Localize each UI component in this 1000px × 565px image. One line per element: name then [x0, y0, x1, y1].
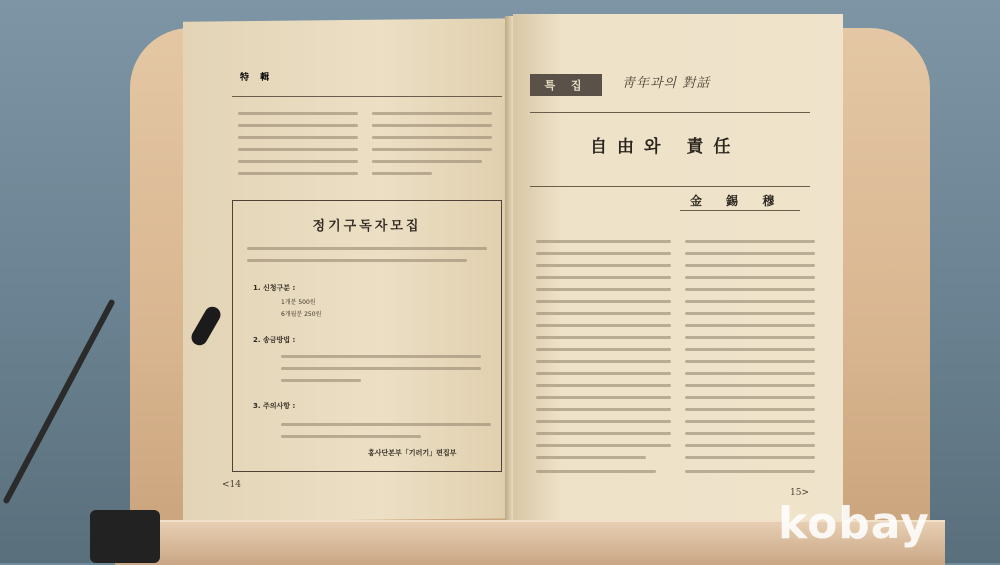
watermark-logo: kobay — [778, 498, 930, 549]
rule-author — [680, 210, 800, 211]
subscription-box — [232, 200, 502, 472]
section-1-line-2: 6개월분 250원 — [281, 311, 322, 318]
subscription-title: 정기구독자모집 — [312, 219, 422, 234]
series-title: 靑年과의 對話 — [622, 76, 711, 91]
author-name: 金 錫 穆 — [690, 194, 785, 208]
box-footer: 홍사단본부「기러기」편집부 — [368, 449, 457, 457]
left-page-number: <14 — [222, 480, 241, 490]
right-page-number: 15> — [790, 488, 809, 498]
feature-tag: 특 집 — [530, 74, 602, 96]
header-rule — [232, 96, 502, 97]
stand-clip — [90, 510, 160, 563]
section-1-line-1: 1개분 500원 — [281, 299, 316, 306]
running-head: 特 輯 — [240, 73, 274, 83]
rule-under-title — [530, 186, 810, 187]
section-2-label: 2. 송금방법 : — [253, 336, 296, 344]
rule-top — [530, 112, 810, 113]
article-title: 自由와 責任 — [590, 137, 741, 157]
section-1-label: 1. 신청구분 : — [253, 284, 296, 292]
section-3-label: 3. 주의사항 : — [253, 402, 296, 410]
